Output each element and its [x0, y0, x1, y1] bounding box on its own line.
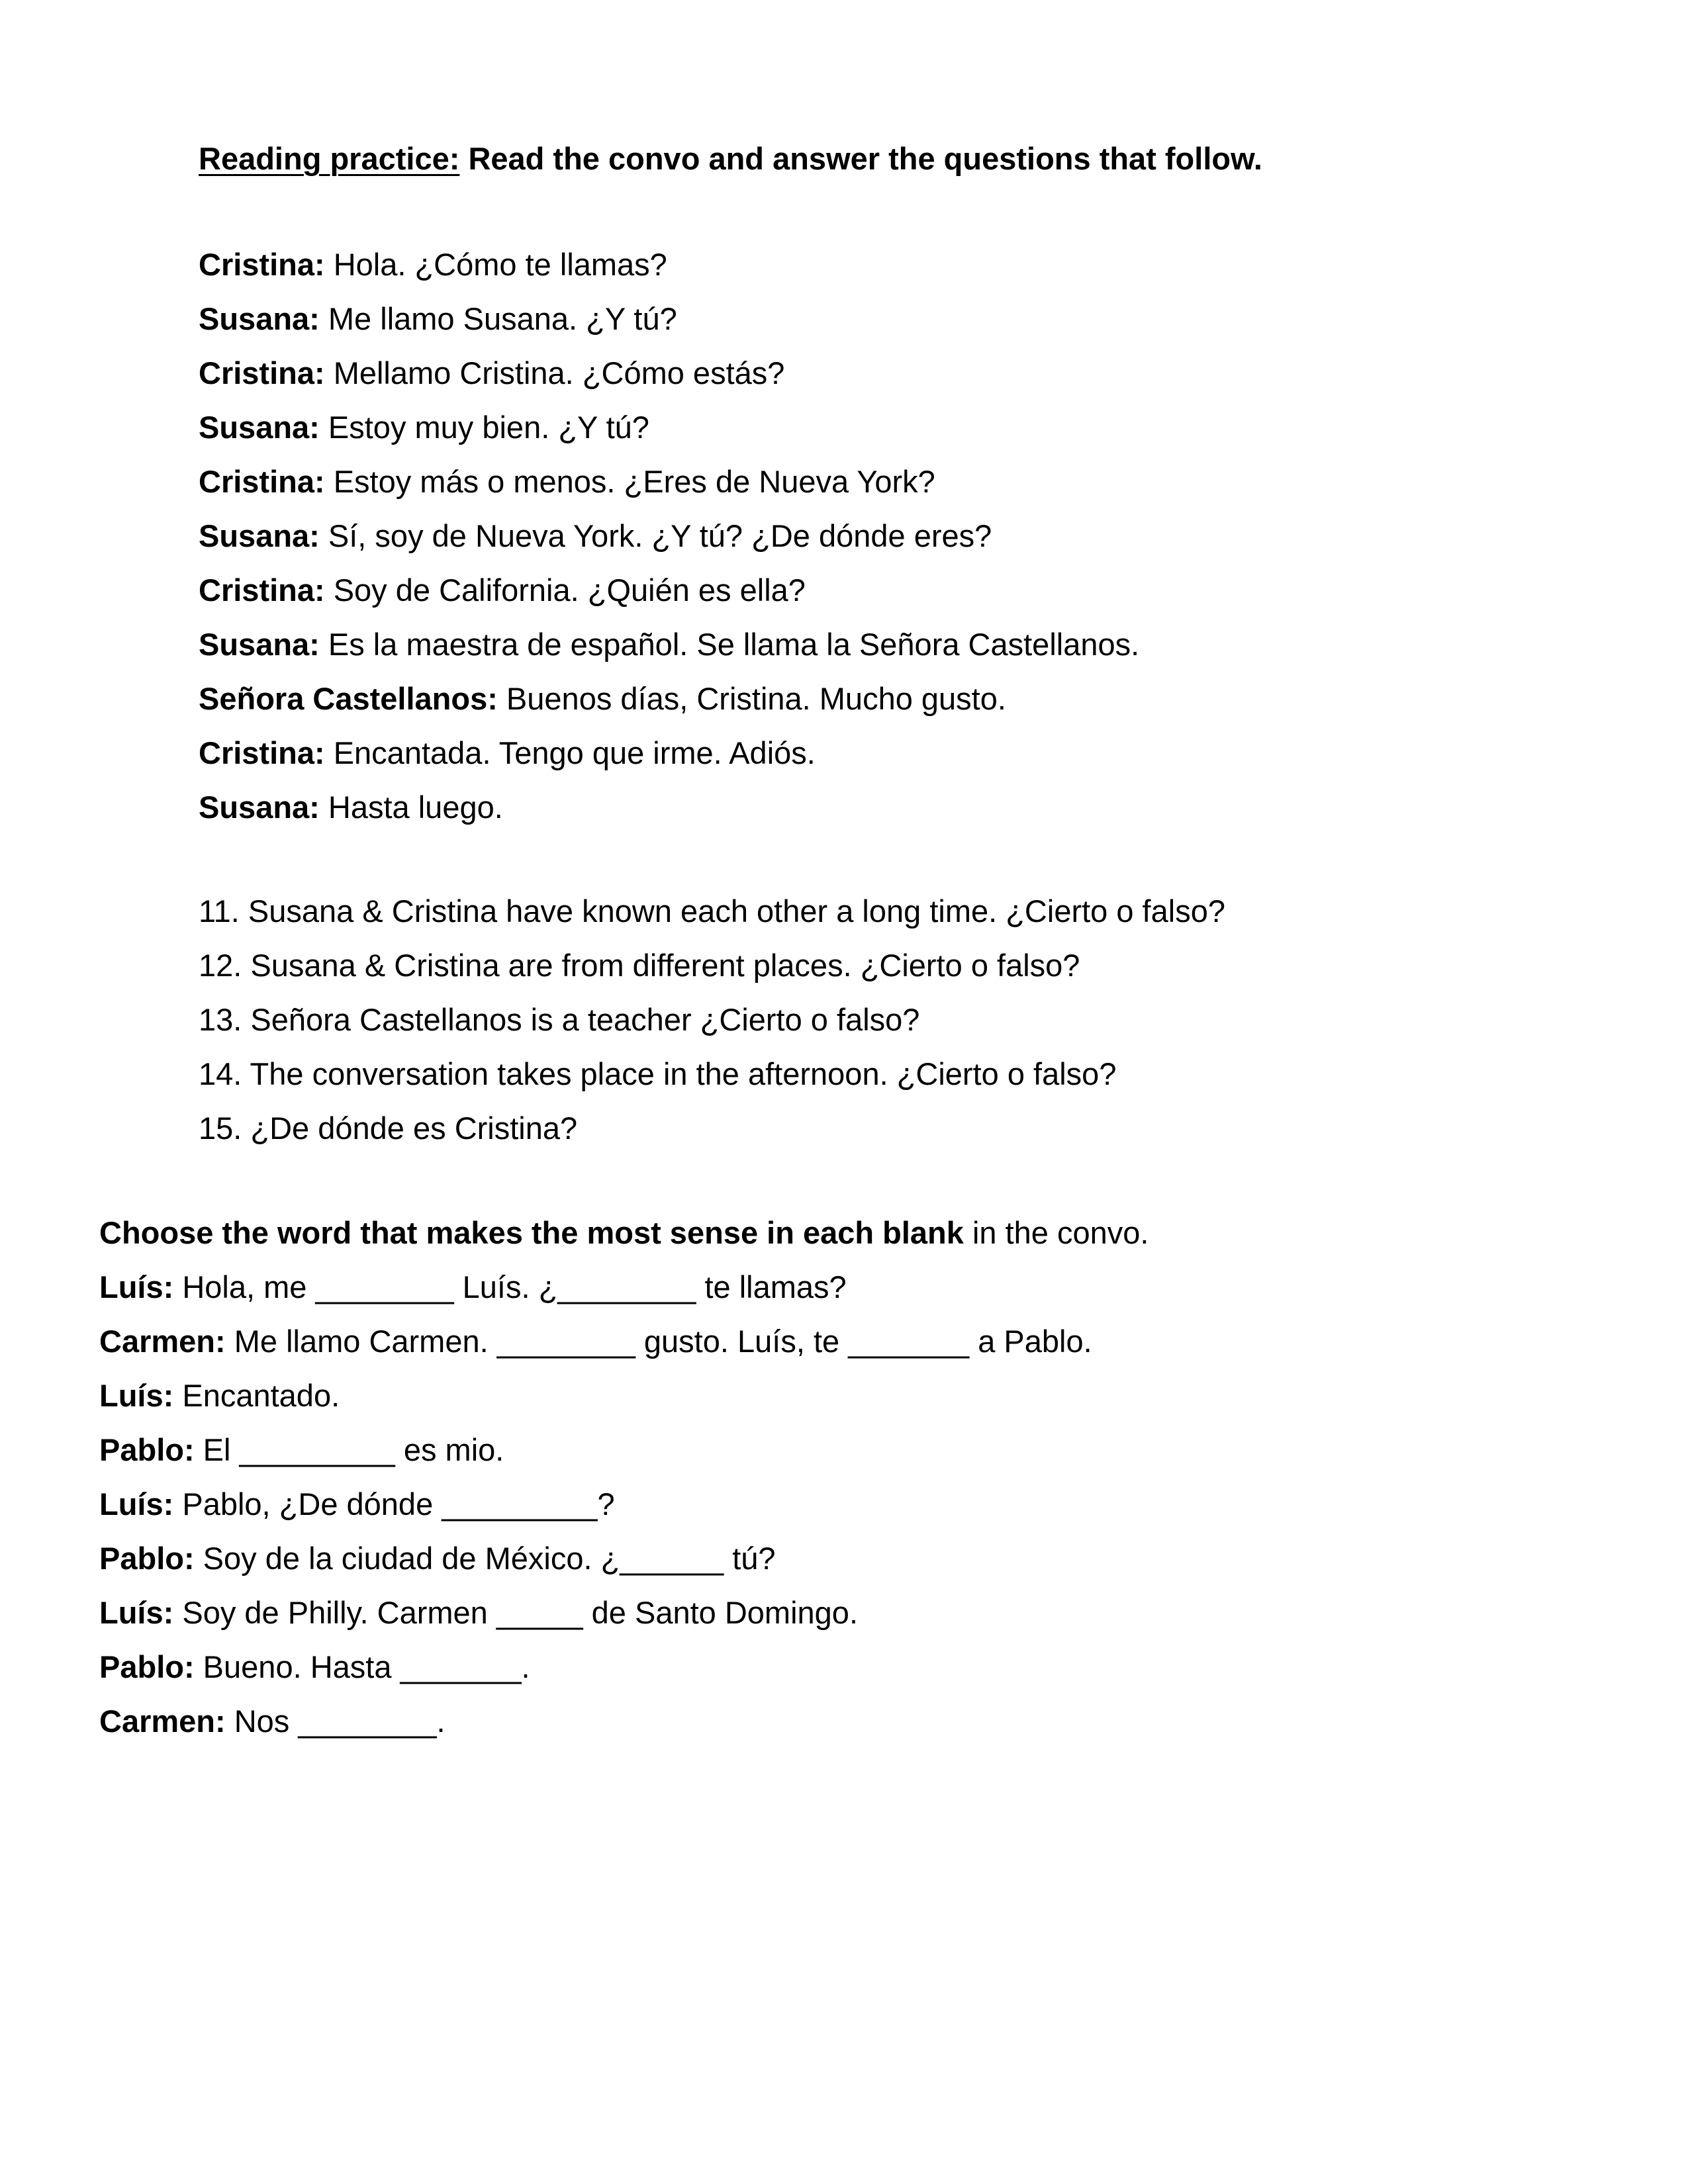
dialogue-text: Bueno. Hasta _______. — [194, 1649, 530, 1684]
question-text: 12. Susana & Cristina are from different places. ¿Cierto o falso? — [199, 948, 1080, 983]
dialogue-line — [99, 1694, 1589, 1749]
question-text: 11. Susana & Cristina have known each other a long time. ¿Cierto o falso? — [199, 893, 1225, 929]
dialogue-text: Soy de Philly. Carmen _____ de Santo Domingo. — [173, 1595, 859, 1630]
dialogue-text: Estoy muy bien. ¿Y tú? — [319, 410, 649, 445]
question-text: 15. ¿De dónde es Cristina? — [199, 1111, 578, 1146]
speaker-label: Cristina: — [199, 735, 325, 770]
question-text: 13. Señora Castellanos is a teacher ¿Cierto o falso? — [199, 1002, 920, 1037]
dialogue-text: Hasta luego. — [319, 790, 503, 825]
dialogue-text: Soy de California. ¿Quién es ella? — [324, 572, 806, 608]
speaker-label: Pablo: — [99, 1649, 195, 1684]
speaker-label: Cristina: — [199, 247, 325, 282]
dialogue-text: Encantada. Tengo que irme. Adiós. — [324, 735, 816, 770]
dialogue-text: Estoy más o menos. ¿Eres de Nueva York? — [324, 464, 935, 499]
dialogue-text: Me llamo Carmen. ________ gusto. Luís, te _______ a Pablo. — [225, 1324, 1092, 1359]
dialogue-line — [199, 292, 1589, 346]
dialogue-text: Nos ________. — [225, 1704, 445, 1739]
speaker-label: Carmen: — [99, 1704, 226, 1739]
dialogue-line — [99, 1314, 1589, 1369]
spacer — [199, 835, 1589, 884]
reading-practice-section — [199, 132, 1589, 1156]
question-item — [199, 1101, 1589, 1156]
dialogue-text: Hola, me ________ Luís. ¿________ te llamas? — [173, 1269, 847, 1304]
dialogue-line — [99, 1423, 1589, 1477]
question-text: 14. The conversation takes place in the afternoon. ¿Cierto o falso? — [199, 1056, 1117, 1091]
dialogue-text: Soy de la ciudad de México. ¿______ tú? — [194, 1541, 776, 1576]
dialogue-text: Encantado. — [173, 1378, 340, 1413]
dialogue-line — [199, 238, 1589, 292]
dialogue-line — [99, 1260, 1589, 1314]
spacer — [99, 1156, 1589, 1206]
section2-heading-bold: Choose the word that makes the most sense in each blank — [99, 1215, 964, 1250]
speaker-label: Susana: — [199, 518, 320, 553]
speaker-label: Luís: — [99, 1378, 174, 1413]
dialogue-text: Es la maestra de español. Se llama la Señora Castellanos. — [319, 627, 1140, 662]
speaker-label: Luís: — [99, 1269, 174, 1304]
question-item — [199, 938, 1589, 993]
speaker-label: Pablo: — [99, 1541, 195, 1576]
speaker-label: Carmen: — [99, 1324, 226, 1359]
dialogue-text: Buenos días, Cristina. Mucho gusto. — [497, 681, 1006, 716]
speaker-label: Señora Castellanos: — [199, 681, 498, 716]
dialogue-line — [199, 346, 1589, 400]
spacer — [199, 186, 1589, 238]
dialogue-text: Me llamo Susana. ¿Y tú? — [319, 301, 677, 336]
dialogue-line — [99, 1640, 1589, 1694]
dialogue-line — [199, 617, 1589, 672]
section-title — [199, 132, 1589, 186]
section-title-underlined: Reading practice: — [199, 141, 460, 176]
dialogue-line — [99, 1531, 1589, 1586]
dialogue-line — [199, 563, 1589, 617]
dialogue-line — [199, 672, 1589, 726]
speaker-label: Susana: — [199, 627, 320, 662]
dialogue-line — [199, 400, 1589, 455]
speaker-label: Susana: — [199, 410, 320, 445]
question-item — [199, 1047, 1589, 1101]
dialogue-text: Mellamo Cristina. ¿Cómo estás? — [324, 355, 785, 390]
speaker-label: Cristina: — [199, 464, 325, 499]
question-item — [199, 993, 1589, 1047]
dialogue-line — [199, 455, 1589, 509]
section-title-rest: Read the convo and answer the questions that follow. — [459, 141, 1262, 176]
dialogue-line — [199, 726, 1589, 780]
dialogue-line — [99, 1477, 1589, 1531]
fill-blank-section — [99, 1156, 1589, 1749]
speaker-label: Cristina: — [199, 355, 325, 390]
speaker-label: Luís: — [99, 1595, 174, 1630]
section2-heading-rest: in the convo. — [963, 1215, 1149, 1250]
dialogue-line — [199, 780, 1589, 835]
dialogue-line — [99, 1369, 1589, 1423]
dialogue-line — [99, 1586, 1589, 1640]
section2-heading — [99, 1206, 1589, 1260]
speaker-label: Cristina: — [199, 572, 325, 608]
question-item — [199, 884, 1589, 938]
speaker-label: Luís: — [99, 1486, 174, 1522]
dialogue-text: Hola. ¿Cómo te llamas? — [324, 247, 667, 282]
dialogue-text: Pablo, ¿De dónde _________? — [173, 1486, 615, 1522]
dialogue-text: Sí, soy de Nueva York. ¿Y tú? ¿De dónde eres? — [319, 518, 992, 553]
speaker-label: Susana: — [199, 790, 320, 825]
dialogue-line — [199, 509, 1589, 563]
dialogue-text: El _________ es mio. — [194, 1432, 504, 1467]
speaker-label: Pablo: — [99, 1432, 195, 1467]
speaker-label: Susana: — [199, 301, 320, 336]
